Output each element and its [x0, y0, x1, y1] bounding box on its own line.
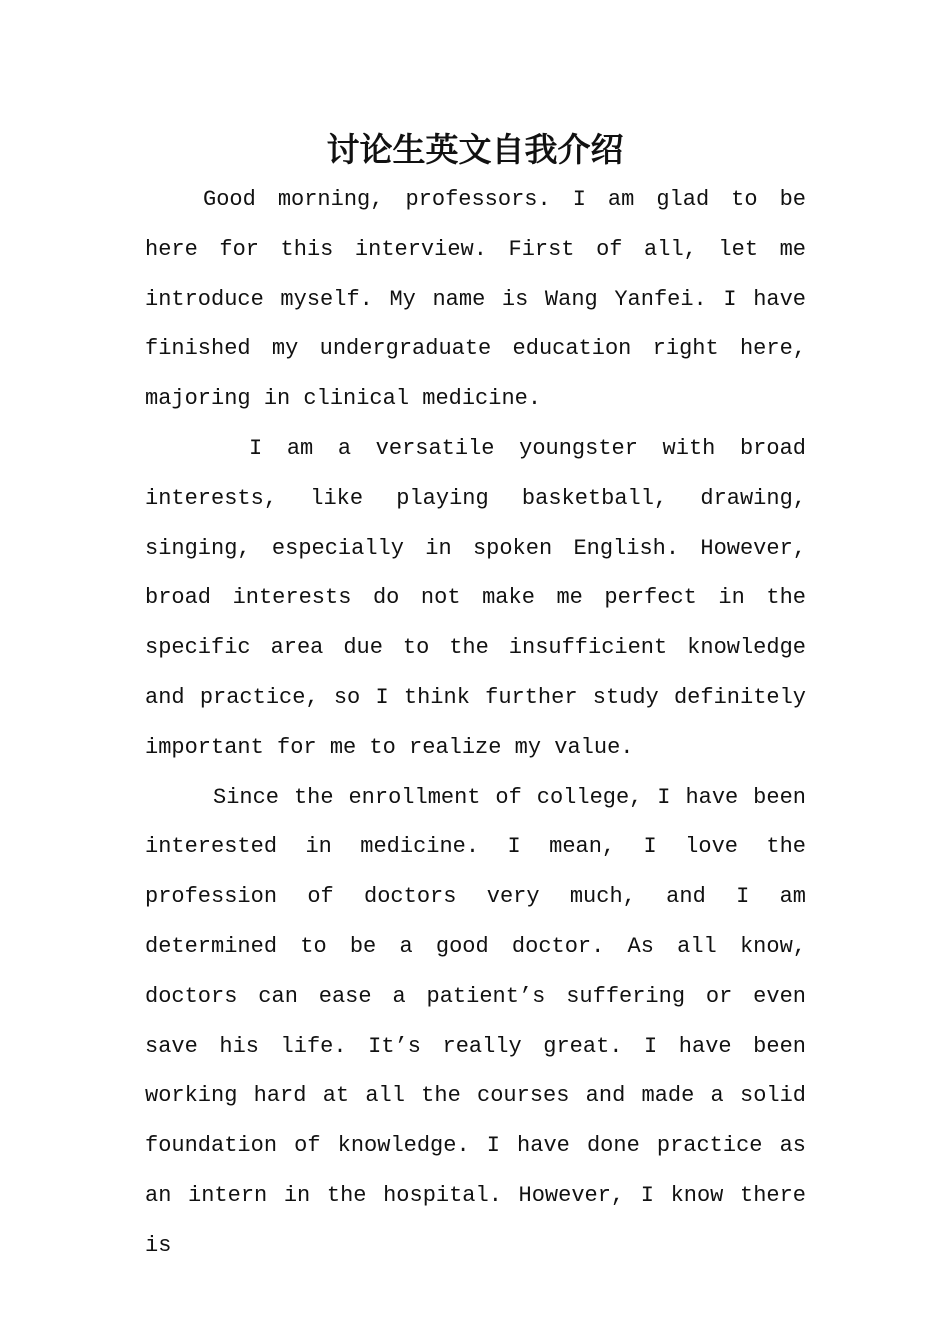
document-title: 讨论生英文自我介绍: [326, 130, 624, 169]
paragraph-introduction: Good morning, professors. I am glad to be here for this interview. First of all, let me introduce myself. My name is Wang Yanfei. I have finished my undergraduate education right here, majoring in clinical medicine.: [145, 187, 806, 412]
paragraph-medicine: Since the enrollment of college, I have been interested in medicine. I mean, I love the profession of doctors very much, and I am determined to be a good doctor. As all know, doctors can ease a patient’s suffering or even save his life. It’s really great. I have been working hard at all the courses and made a solid foundation of knowledge. I have done practice as an intern in the hospital. However, I know there is: [145, 784, 806, 1258]
document-body: [145, 175, 806, 1271]
paragraph-interests: I am a versatile youngster with broad interests, like playing basketball, drawing, singing, especially in spoken English. However, broad interests do not make me perfect in the specific area due to the insufficient knowledge and practice, so I think further study definitely important for me to realize my value.: [145, 435, 806, 760]
